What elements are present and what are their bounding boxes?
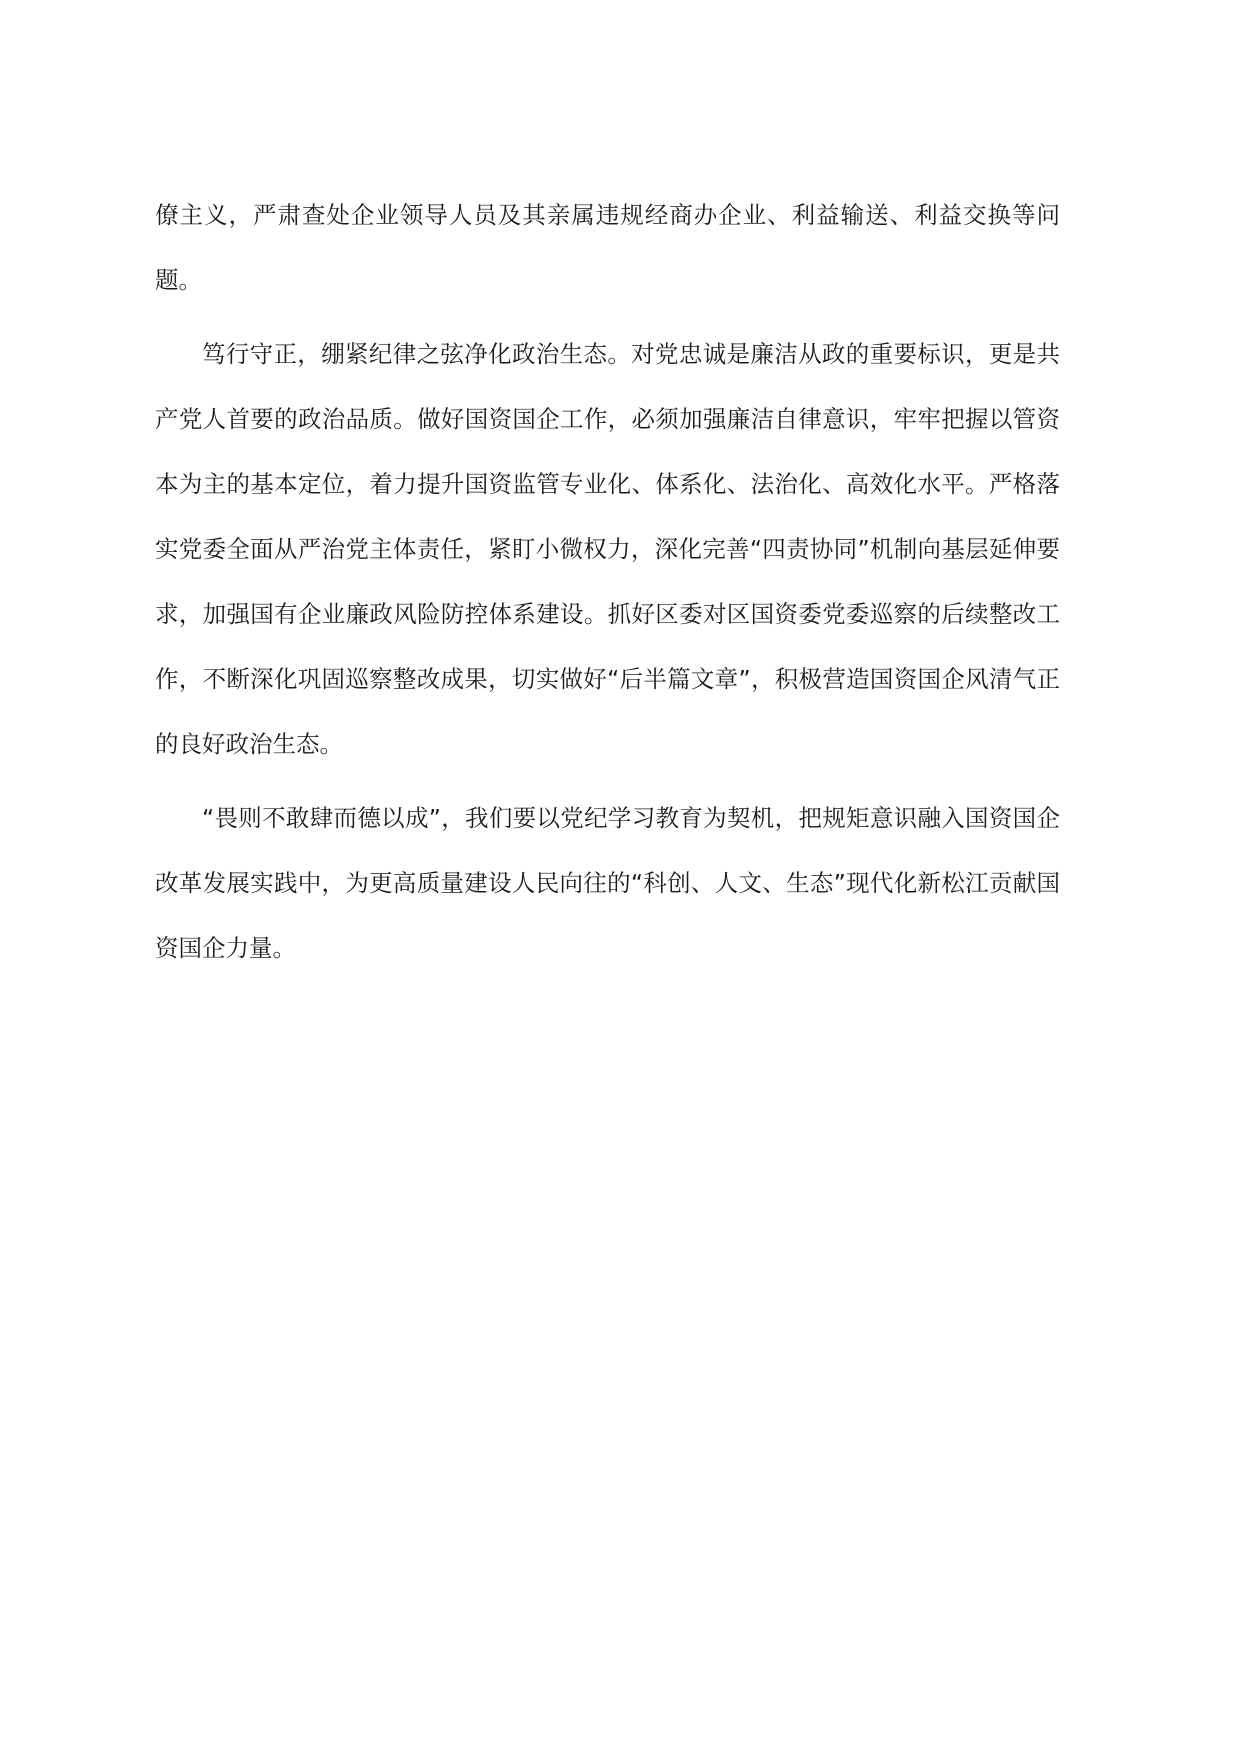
body-text [155, 183, 1060, 981]
paragraph-2: 笃行守正，绷紧纪律之弦净化政治生态。对党忠诚是廉洁从政的重要标识，更是共产党人首要的政治品质。做好国资国企工作，必须加强廉洁自律意识，牢牢把握以管资本为主的基本定位，着力提升国资监管专业化、体系化、法治化、高效化水平。严格落实党委全面从严治党主体责任，紧盯小微权力，深化完善“四责协同”机制向基层延伸要求，加强国有企业廉政风险防控体系建设。抓好区委对区国资委党委巡察的后续整改工作，不断深化巩固巡察整改成果，切实做好“后半篇文章”，积极营造国资国企风清气正的良好政治生态。 [155, 340, 1060, 758]
paragraph-1: 僚主义，严肃查处企业领导人员及其亲属违规经商办企业、利益输送、利益交换等问题。 [155, 201, 1060, 294]
paragraph-3: “畏则不敢肆而德以成”，我们要以党纪学习教育为契机，把规矩意识融入国资国企改革发展实践中，为更高质量建设人民向往的“科创、人文、生态”现代化新松江贡献国资国企力量。 [155, 804, 1060, 962]
